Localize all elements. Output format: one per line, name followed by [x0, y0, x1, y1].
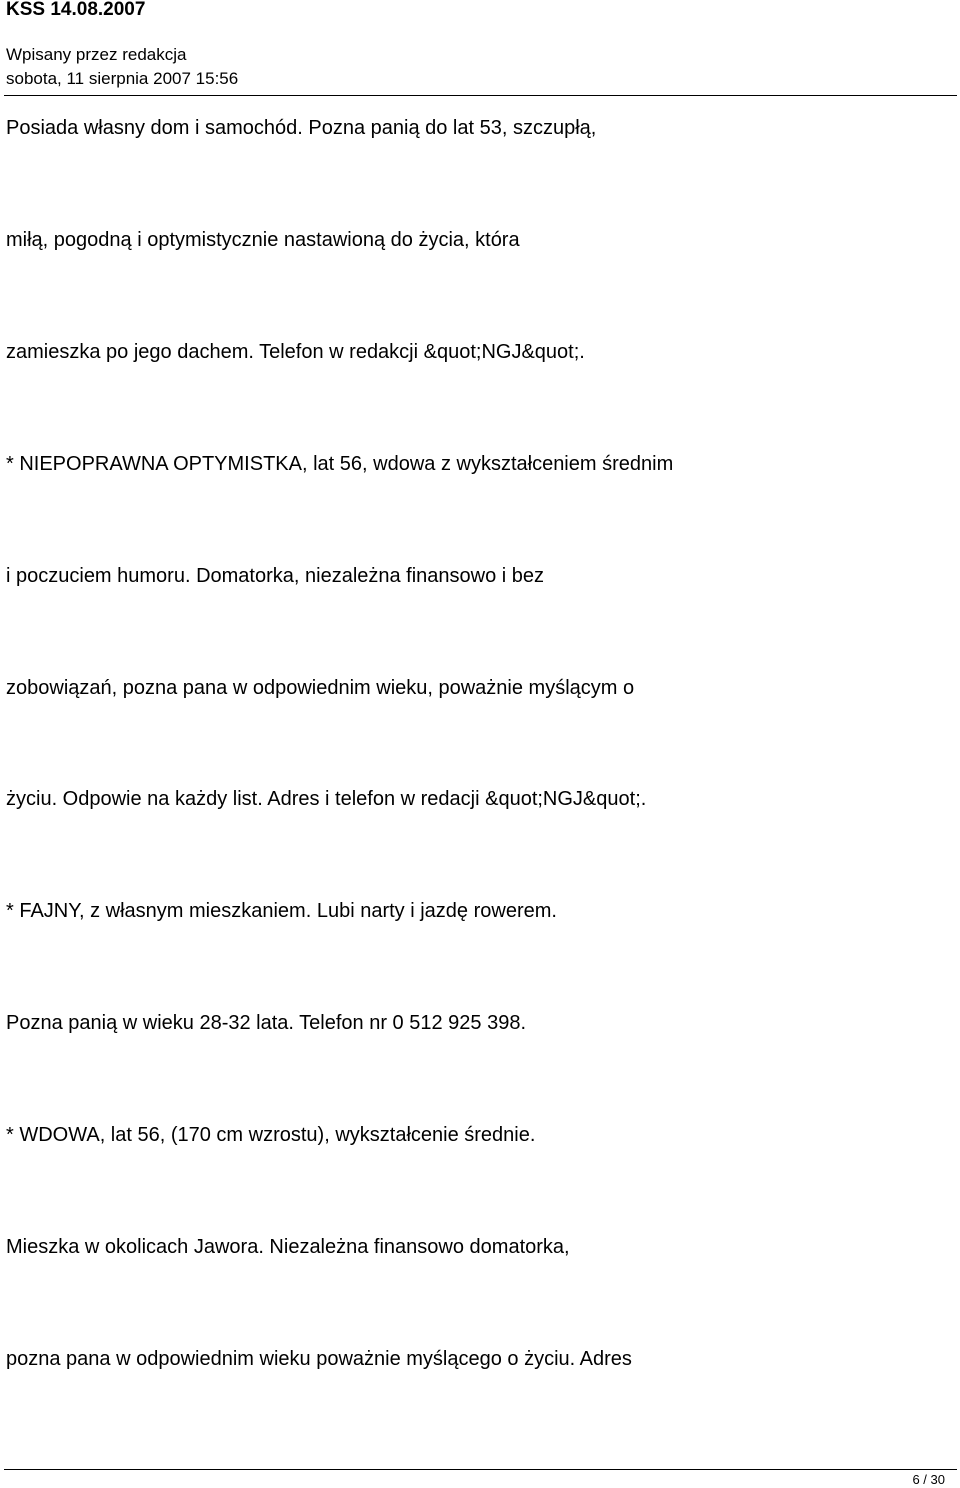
body-line: * NIEPOPRAWNA OPTYMISTKA, lat 56, wdowa z wykształceniem średnim: [6, 453, 674, 475]
body-line: * WDOWA, lat 56, (170 cm wzrostu), wykształcenie średnie.: [6, 1124, 536, 1146]
article-author: Wpisany przez redakcja: [6, 45, 187, 64]
body-line: * FAJNY, z własnym mieszkaniem. Lubi narty i jazdę rowerem.: [6, 900, 557, 922]
body-line: miłą, pogodną i optymistycznie nastawioną do życia, która: [6, 229, 520, 251]
body-line: zamieszka po jego dachem. Telefon w redakcji &quot;NGJ&quot;.: [6, 341, 585, 363]
article-date: sobota, 11 sierpnia 2007 15:56: [6, 69, 239, 88]
header-divider: [4, 95, 957, 96]
page-number: 6 / 30: [912, 1472, 945, 1487]
body-line: Posiada własny dom i samochód. Pozna panią do lat 53, szczupłą,: [6, 117, 597, 139]
body-line: pozna pana w odpowiednim wieku poważnie myślącego o życiu. Adres: [6, 1348, 632, 1370]
body-line: i poczuciem humoru. Domatorka, niezależna finansowo i bez: [6, 565, 545, 587]
body-line: życiu. Odpowie na każdy list. Adres i telefon w redacji &quot;NGJ&quot;.: [6, 788, 647, 810]
footer-divider: [4, 1469, 957, 1470]
body-line: zobowiązań, pozna pana w odpowiednim wieku, poważnie myślącym o: [6, 677, 635, 699]
body-line: Mieszka w okolicach Jawora. Niezależna finansowo domatorka,: [6, 1236, 570, 1258]
document-title: KSS 14.08.2007: [6, 0, 146, 20]
body-line: Pozna panią w wieku 28-32 lata. Telefon nr 0 512 925 398.: [6, 1012, 526, 1034]
